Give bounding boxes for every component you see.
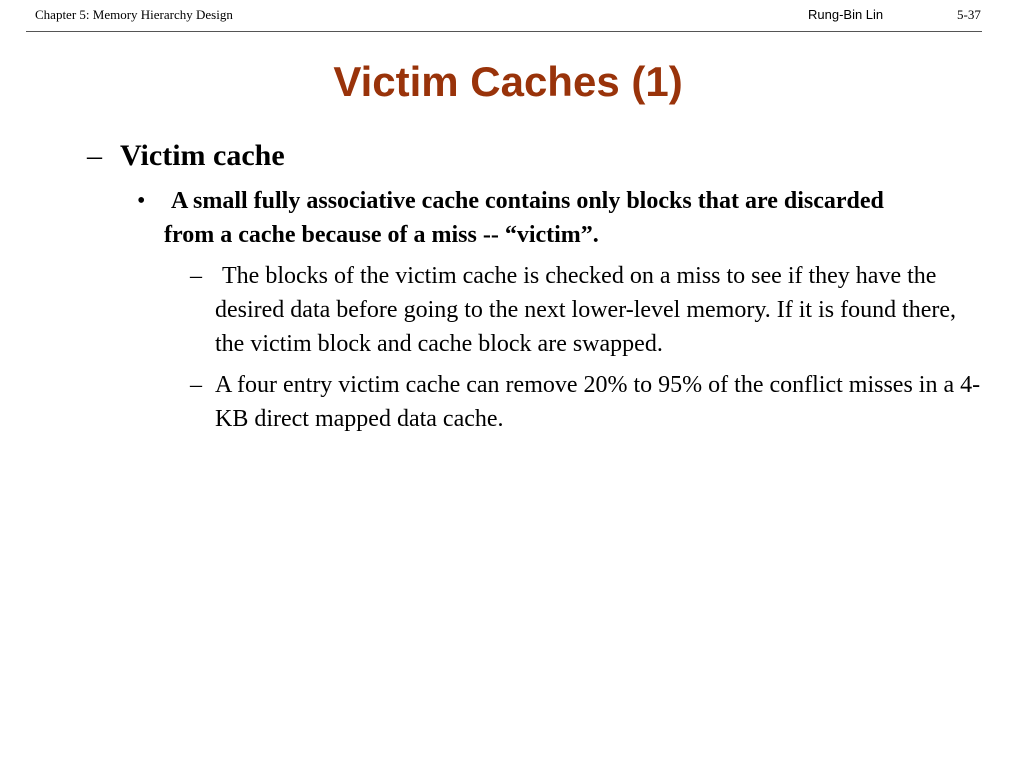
chapter-header: Chapter 5: Memory Hierarchy Design: [35, 7, 233, 22]
level2-bullet-marker: •: [137, 188, 146, 214]
header-divider: [26, 31, 982, 32]
level3-point-2: A four entry victim cache can remove 20% to 95% of the conflict misses in a 4-KB direct mapped data cache.: [215, 372, 981, 432]
level1-dash-marker: –: [87, 139, 102, 172]
level3-dash-marker-2: –: [190, 372, 202, 398]
slide-title: Victim Caches (1): [333, 58, 683, 105]
author-header: Rung-Bin Lin: [808, 7, 884, 22]
level3-point-1: The blocks of the victim cache is checked on a miss to see if they have the desired data before going to the next lower-level memory. If it is found there, the victim block and cache block are swapped.: [215, 263, 957, 357]
level2-definition: A small fully associative cache contains only blocks that are discarded from a cache because of a miss -- “victim”.: [164, 188, 884, 248]
level3-dash-marker-1: –: [190, 263, 202, 289]
level1-heading: Victim cache: [120, 139, 285, 172]
page-number: 5-37: [957, 7, 981, 22]
